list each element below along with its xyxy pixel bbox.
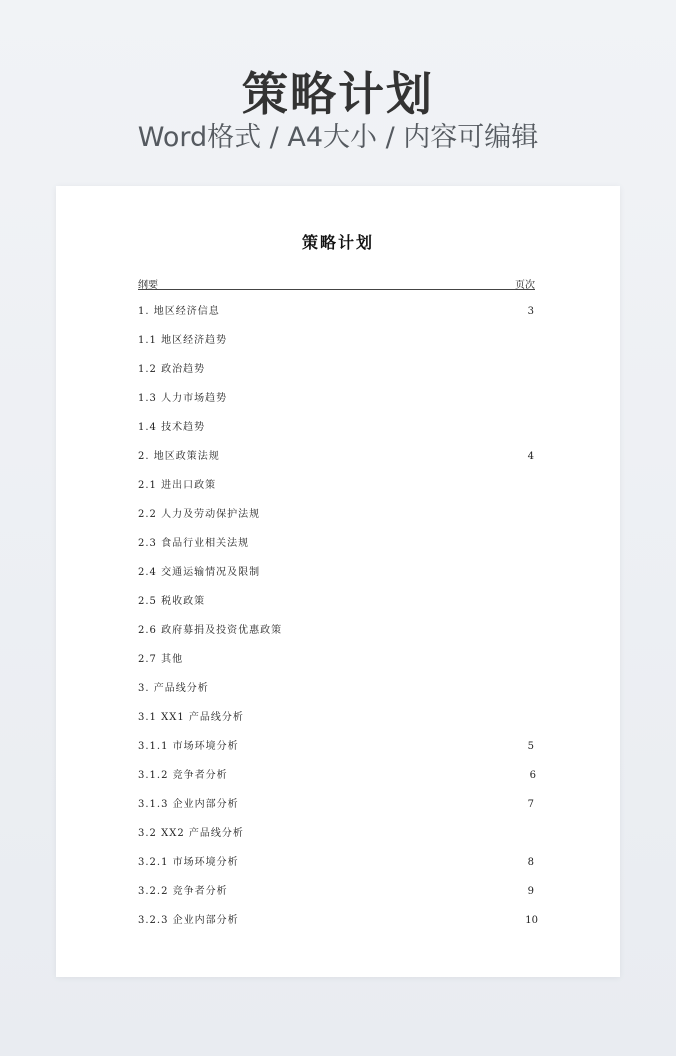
- toc-item-label: 2.7 其他: [138, 654, 184, 665]
- toc-item-page: 5: [527, 741, 534, 752]
- toc-item: [138, 442, 538, 471]
- toc-item-page: 9: [527, 886, 534, 897]
- toc-item: [138, 674, 538, 703]
- toc-header-page: 页次: [515, 280, 535, 291]
- toc-item-label: 2. 地区政策法规: [138, 451, 220, 462]
- toc-item-label: 3.2 XX2 产品线分析: [138, 828, 244, 839]
- toc-item: [138, 587, 538, 616]
- banner-title: 策略计划: [242, 67, 434, 121]
- toc-item-label: 2.1 进出口政策: [138, 480, 217, 491]
- toc-header-outline: 纲要: [138, 280, 158, 291]
- toc-item-page: 4: [527, 451, 534, 462]
- toc-item-label: 2.4 交通运输情况及限制: [138, 567, 261, 578]
- toc-item: [138, 848, 538, 877]
- toc-header: [138, 275, 535, 290]
- toc-item-page: 10: [525, 915, 538, 926]
- toc-item-label: 3.1 XX1 产品线分析: [138, 712, 244, 723]
- toc-item-label: 3. 产品线分析: [138, 683, 209, 694]
- toc-item-page: 3: [527, 306, 534, 317]
- banner-subtitle: Word格式 / A4大小 / 内容可编辑: [137, 122, 539, 153]
- toc-item-label: 3.1.2 竞争者分析: [138, 770, 228, 781]
- toc-item: [138, 877, 538, 906]
- toc-item: [138, 790, 538, 819]
- toc-item-label: 3.2.3 企业内部分析: [138, 915, 239, 926]
- toc-item-page: 8: [527, 857, 534, 868]
- toc-item: [138, 326, 538, 355]
- toc-item-label: 3.2.1 市场环境分析: [138, 857, 239, 868]
- toc-item: [138, 529, 538, 558]
- toc-item: [138, 558, 538, 587]
- toc-item: [138, 297, 538, 326]
- toc-item: [138, 819, 538, 848]
- toc-item: [138, 413, 538, 442]
- toc-item-label: 1.1 地区经济趋势: [138, 335, 228, 346]
- document-page: [56, 186, 620, 977]
- toc-item: [138, 500, 538, 529]
- toc-list: [138, 297, 538, 935]
- toc-item-label: 2.3 食品行业相关法规: [138, 538, 250, 549]
- toc-item: [138, 471, 538, 500]
- toc-item: [138, 645, 538, 674]
- toc-item-page: 7: [527, 799, 534, 810]
- toc-item-label: 1. 地区经济信息: [138, 306, 220, 317]
- toc-item-label: 2.5 税收政策: [138, 596, 206, 607]
- toc-item: [138, 906, 538, 935]
- toc-item-label: 1.2 政治趋势: [138, 364, 206, 375]
- toc-item: [138, 761, 538, 790]
- toc-item: [138, 703, 538, 732]
- toc-item-label: 3.1.1 市场环境分析: [138, 741, 239, 752]
- toc-item-label: 1.4 技术趋势: [138, 422, 206, 433]
- toc-item: [138, 732, 538, 761]
- toc-item: [138, 355, 538, 384]
- toc-item-label: 1.3 人力市场趋势: [138, 393, 228, 404]
- document-title: 策略计划: [301, 233, 374, 252]
- toc-item: [138, 384, 538, 413]
- toc-item: [138, 616, 538, 645]
- banner: [0, 0, 676, 186]
- toc-item-page: 6: [529, 770, 536, 781]
- toc-item-label: 2.2 人力及劳动保护法规: [138, 509, 261, 520]
- toc-item-label: 3.2.2 竞争者分析: [138, 886, 228, 897]
- toc-item-label: 3.1.3 企业内部分析: [138, 799, 239, 810]
- toc-item-label: 2.6 政府募捐及投资优惠政策: [138, 625, 283, 636]
